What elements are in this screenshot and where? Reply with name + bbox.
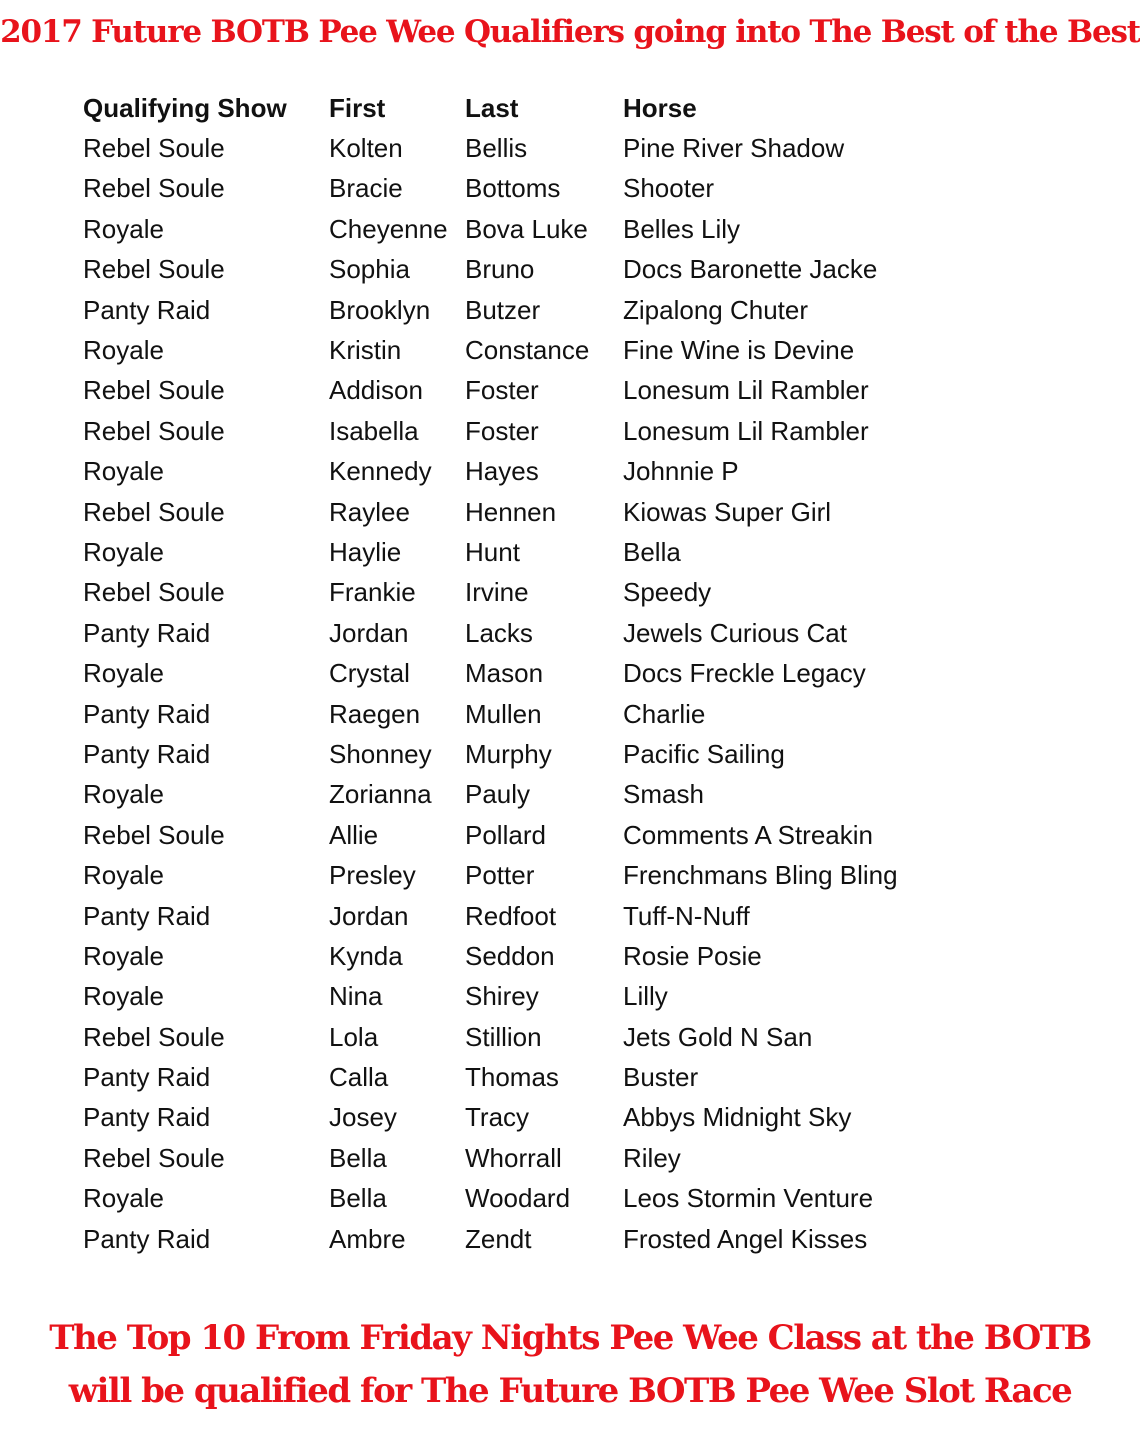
cell-last: Zendt bbox=[465, 1223, 532, 1254]
footer-line-1: The Top 10 From Friday Nights Pee Wee Class at the BOTB bbox=[49, 1318, 1091, 1358]
cell-last: Bova Luke bbox=[465, 213, 588, 244]
cell-last: Tracy bbox=[465, 1102, 530, 1133]
cell-first: Crystal bbox=[329, 658, 410, 689]
cell-first: Zorianna bbox=[329, 779, 432, 810]
cell-last: Stillion bbox=[465, 1021, 542, 1052]
cell-first: Bella bbox=[329, 1142, 387, 1173]
cell-horse: Abbys Midnight Sky bbox=[623, 1102, 852, 1133]
cell-first: Raylee bbox=[329, 496, 410, 527]
cell-first: Frankie bbox=[329, 577, 416, 608]
cell-horse: Zipalong Chuter bbox=[623, 294, 808, 325]
cell-last: Thomas bbox=[465, 1062, 559, 1093]
cell-first: Josey bbox=[329, 1102, 397, 1133]
cell-qualifying-show: Rebel Soule bbox=[83, 173, 225, 204]
cell-first: Kolten bbox=[329, 133, 403, 164]
cell-horse: Speedy bbox=[623, 577, 712, 608]
cell-first: Bracie bbox=[329, 173, 403, 204]
cell-last: Pauly bbox=[465, 779, 531, 810]
table-row bbox=[83, 1057, 963, 1097]
cell-last: Mason bbox=[465, 658, 544, 689]
table-row bbox=[83, 452, 963, 492]
cell-horse: Rosie Posie bbox=[623, 940, 762, 971]
cell-horse: Fine Wine is Devine bbox=[623, 335, 855, 366]
cell-horse: Johnnie P bbox=[623, 456, 739, 487]
table-row bbox=[83, 1219, 963, 1259]
cell-last: Seddon bbox=[465, 940, 555, 971]
cell-qualifying-show: Panty Raid bbox=[83, 738, 211, 769]
cell-qualifying-show: Rebel Soule bbox=[83, 819, 225, 850]
qualifiers-table bbox=[83, 88, 963, 1259]
cell-last: Woodard bbox=[465, 1183, 571, 1214]
cell-horse: Pine River Shadow bbox=[623, 133, 845, 164]
cell-horse: Frenchmans Bling Bling bbox=[623, 860, 898, 891]
cell-horse: Lonesum Lil Rambler bbox=[623, 375, 869, 406]
cell-horse: Lonesum Lil Rambler bbox=[623, 415, 869, 446]
table-row bbox=[83, 169, 963, 209]
cell-qualifying-show: Panty Raid bbox=[83, 1223, 211, 1254]
cell-first: Kennedy bbox=[329, 456, 432, 487]
cell-qualifying-show: Royale bbox=[83, 658, 164, 689]
cell-last: Hunt bbox=[465, 536, 520, 567]
header-horse: Horse bbox=[623, 92, 697, 123]
cell-horse: Frosted Angel Kisses bbox=[623, 1223, 868, 1254]
table-row bbox=[83, 896, 963, 936]
cell-first: Bella bbox=[329, 1183, 387, 1214]
table-row bbox=[83, 128, 963, 168]
cell-first: Haylie bbox=[329, 536, 402, 567]
cell-first: Sophia bbox=[329, 254, 410, 285]
cell-qualifying-show: Panty Raid bbox=[83, 294, 211, 325]
cell-last: Mullen bbox=[465, 698, 542, 729]
cell-last: Shirey bbox=[465, 981, 539, 1012]
table-row bbox=[83, 694, 963, 734]
table-row bbox=[83, 492, 963, 532]
table-row bbox=[83, 209, 963, 249]
table-row bbox=[83, 1017, 963, 1057]
cell-last: Potter bbox=[465, 860, 535, 891]
cell-last: Murphy bbox=[465, 738, 552, 769]
cell-qualifying-show: Royale bbox=[83, 779, 164, 810]
cell-qualifying-show: Panty Raid bbox=[83, 900, 211, 931]
table-row bbox=[83, 977, 963, 1017]
cell-first: Isabella bbox=[329, 415, 419, 446]
cell-qualifying-show: Rebel Soule bbox=[83, 375, 225, 406]
table-row bbox=[83, 411, 963, 451]
cell-horse: Charlie bbox=[623, 698, 706, 729]
cell-qualifying-show: Rebel Soule bbox=[83, 133, 225, 164]
cell-first: Presley bbox=[329, 860, 416, 891]
cell-horse: Buster bbox=[623, 1062, 699, 1093]
cell-last: Hayes bbox=[465, 456, 539, 487]
table-row bbox=[83, 855, 963, 895]
cell-first: Jordan bbox=[329, 617, 409, 648]
cell-first: Kynda bbox=[329, 940, 403, 971]
cell-last: Hennen bbox=[465, 496, 557, 527]
cell-last: Bruno bbox=[465, 254, 535, 285]
table-header-row bbox=[83, 88, 963, 128]
cell-horse: Docs Freckle Legacy bbox=[623, 658, 866, 689]
cell-first: Kristin bbox=[329, 335, 402, 366]
cell-qualifying-show: Rebel Soule bbox=[83, 254, 225, 285]
cell-first: Ambre bbox=[329, 1223, 406, 1254]
cell-horse: Jewels Curious Cat bbox=[623, 617, 847, 648]
cell-qualifying-show: Royale bbox=[83, 940, 164, 971]
cell-first: Allie bbox=[329, 819, 379, 850]
cell-qualifying-show: Panty Raid bbox=[83, 617, 211, 648]
cell-last: Butzer bbox=[465, 294, 541, 325]
cell-first: Calla bbox=[329, 1062, 389, 1093]
table-row bbox=[83, 775, 963, 815]
cell-last: Constance bbox=[465, 335, 590, 366]
cell-first: Brooklyn bbox=[329, 294, 431, 325]
cell-last: Bottoms bbox=[465, 173, 561, 204]
cell-last: Pollard bbox=[465, 819, 546, 850]
table-row bbox=[83, 1138, 963, 1178]
cell-last: Foster bbox=[465, 375, 539, 406]
header-qualifying-show: Qualifying Show bbox=[83, 92, 287, 123]
cell-first: Shonney bbox=[329, 738, 432, 769]
table-row bbox=[83, 330, 963, 370]
cell-first: Nina bbox=[329, 981, 383, 1012]
table-row bbox=[83, 613, 963, 653]
cell-horse: Belles Lily bbox=[623, 213, 741, 244]
cell-horse: Lilly bbox=[623, 981, 668, 1012]
page-title: 2017 Future BOTB Pee Wee Qualifiers going into The Best of the Best bbox=[0, 14, 1140, 50]
table-row bbox=[83, 250, 963, 290]
cell-qualifying-show: Panty Raid bbox=[83, 1062, 211, 1093]
cell-horse: Kiowas Super Girl bbox=[623, 496, 832, 527]
cell-qualifying-show: Rebel Soule bbox=[83, 577, 225, 608]
header-last: Last bbox=[465, 92, 519, 123]
table-row bbox=[83, 532, 963, 572]
cell-qualifying-show: Rebel Soule bbox=[83, 1142, 225, 1173]
cell-last: Foster bbox=[465, 415, 539, 446]
cell-first: Jordan bbox=[329, 900, 409, 931]
cell-qualifying-show: Royale bbox=[83, 335, 164, 366]
cell-qualifying-show: Royale bbox=[83, 213, 164, 244]
table-row bbox=[83, 936, 963, 976]
cell-qualifying-show: Royale bbox=[83, 981, 164, 1012]
table-body bbox=[83, 128, 963, 1259]
cell-qualifying-show: Rebel Soule bbox=[83, 496, 225, 527]
table-row bbox=[83, 290, 963, 330]
cell-horse: Shooter bbox=[623, 173, 715, 204]
cell-horse: Tuff-N-Nuff bbox=[623, 900, 750, 931]
cell-first: Raegen bbox=[329, 698, 421, 729]
cell-horse: Riley bbox=[623, 1142, 681, 1173]
table-row bbox=[83, 1098, 963, 1138]
cell-qualifying-show: Royale bbox=[83, 456, 164, 487]
cell-qualifying-show: Royale bbox=[83, 536, 164, 567]
cell-horse: Docs Baronette Jacke bbox=[623, 254, 878, 285]
footer-note bbox=[0, 1312, 1140, 1418]
cell-qualifying-show: Panty Raid bbox=[83, 698, 211, 729]
cell-horse: Pacific Sailing bbox=[623, 738, 785, 769]
footer-line-2: will be qualified for The Future BOTB Pee Wee Slot Race bbox=[68, 1371, 1072, 1411]
table-row bbox=[83, 573, 963, 613]
table-row bbox=[83, 815, 963, 855]
cell-last: Redfoot bbox=[465, 900, 557, 931]
cell-horse: Bella bbox=[623, 536, 681, 567]
cell-first: Addison bbox=[329, 375, 423, 406]
cell-last: Whorrall bbox=[465, 1142, 562, 1173]
cell-horse: Comments A Streakin bbox=[623, 819, 873, 850]
cell-last: Irvine bbox=[465, 577, 529, 608]
table-row bbox=[83, 653, 963, 693]
cell-first: Lola bbox=[329, 1021, 379, 1052]
table-row bbox=[83, 371, 963, 411]
cell-qualifying-show: Royale bbox=[83, 1183, 164, 1214]
cell-horse: Smash bbox=[623, 779, 704, 810]
cell-qualifying-show: Rebel Soule bbox=[83, 415, 225, 446]
header-first: First bbox=[329, 92, 386, 123]
cell-qualifying-show: Panty Raid bbox=[83, 1102, 211, 1133]
table-row bbox=[83, 734, 963, 774]
cell-qualifying-show: Rebel Soule bbox=[83, 1021, 225, 1052]
cell-qualifying-show: Royale bbox=[83, 860, 164, 891]
cell-first: Cheyenne bbox=[329, 213, 448, 244]
cell-horse: Jets Gold N San bbox=[623, 1021, 813, 1052]
cell-last: Lacks bbox=[465, 617, 533, 648]
cell-last: Bellis bbox=[465, 133, 528, 164]
table-row bbox=[83, 1179, 963, 1219]
cell-horse: Leos Stormin Venture bbox=[623, 1183, 874, 1214]
